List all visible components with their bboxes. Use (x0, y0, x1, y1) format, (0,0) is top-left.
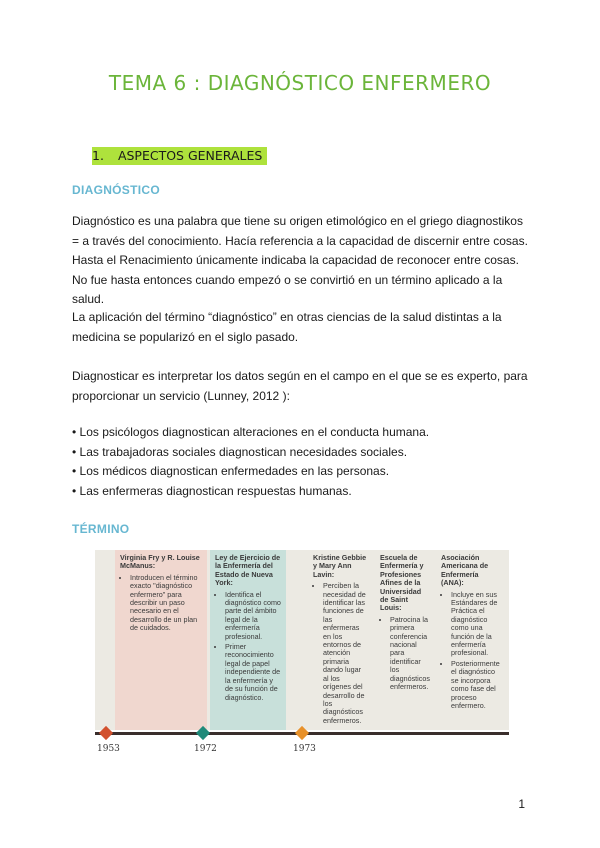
timeline-column-ana (436, 550, 504, 730)
list-item: • Patrocina la primera conferencia nacional para identificar los diagnósticos enfermeros. (390, 616, 430, 692)
column-heading: Ley de Ejercicio de la Enfermería del Estado de Nueva York: (215, 553, 281, 588)
timeline-infographic (95, 550, 509, 730)
column-heading: Kristine Gebbie y Mary Ann Lavin: (313, 553, 367, 579)
column-heading: Escuela de Enfermería y Profesiones Afines de la Universidad de Saint Louis: (380, 553, 424, 613)
list-item: • Las enfermeras diagnostican respuestas humanas. (72, 483, 352, 498)
year-label: 1973 (293, 744, 316, 754)
termino-heading: TÉRMINO (72, 522, 130, 536)
list-item: • Incluye en sus Estándares de Práctica el diagnóstico como una función de la enfermería profesional. (451, 591, 499, 658)
page-number: 1 (518, 797, 525, 811)
paragraph-definition: Diagnosticar es interpretar los datos según en el campo en el que se es experto, para proporcionar un servicio (Lunney, 2012 ): (72, 369, 528, 403)
list-item: • Perciben la necesidad de identificar las funciones de las enfermeras en los entornos de atención primaria dando lugar al los orígenes del desarrollo de los diagnósticos enfermeros. (323, 582, 367, 725)
paragraph-origin: Diagnóstico es una palabra que tiene su origen etimológico en el griego diagnostikos = a través del conocimiento. Hacía referencia a la capacidad de discernir entre cosas. Hasta el Renacimiento únicamente indicaba la capacidad de reconocer entre cosas. No fue hasta entonces cuando empezó o se convirtió en un término aplicado a la salud. (72, 214, 528, 306)
timeline-column-nueva-york (210, 550, 286, 730)
timeline-column-fry-mcmanus (115, 550, 207, 730)
year-label: 1953 (97, 744, 120, 754)
column-heading: Virginia Fry y R. Louise McManus: (120, 553, 200, 571)
document-title: TEMA 6 : DIAGNÓSTICO ENFERMERO (108, 71, 492, 95)
column-heading: Asociación Americana de Enfermería (ANA): (441, 553, 489, 588)
paragraph-application: La aplicación del término “diagnóstico” en otras ciencias de la salud distintas a la medicina se popularizó en el siglo pasado. (72, 310, 502, 344)
list-item: • Los psicólogos diagnostican alteraciones en el conducta humana. (72, 425, 430, 439)
list-item: • Primer reconocimiento legal de papel independiente de la enfermería y de su función de diagnóstico. (225, 643, 281, 702)
diagnostico-heading: DIAGNÓSTICO (72, 183, 160, 197)
timeline-column-gebbie-lavin (308, 550, 372, 730)
list-item: • Las trabajadoras sociales diagnostican necesidades sociales. (72, 444, 408, 459)
list-item: • Introducen el término exacto "diagnóstico enfermero" para describir un paso necesario en el desarrollo de un plan de cuidados. (130, 574, 202, 633)
list-item: • Posteriormente el diagnóstico se incorpora como fase del proceso enfermero. (451, 660, 499, 710)
year-label: 1972 (194, 744, 217, 754)
timeline-column-saint-louis (375, 550, 435, 730)
section-label: ASPECTOS GENERALES (117, 148, 263, 163)
section-number: 1. (92, 148, 104, 163)
list-item: • Identifica el diagnóstico como parte del ámbito legal de la enfermería profesional. (225, 591, 281, 641)
bullet-list (72, 423, 429, 501)
section-heading (92, 148, 267, 163)
list-item: • Los médicos diagnostican enfermedades en las personas. (72, 464, 390, 478)
